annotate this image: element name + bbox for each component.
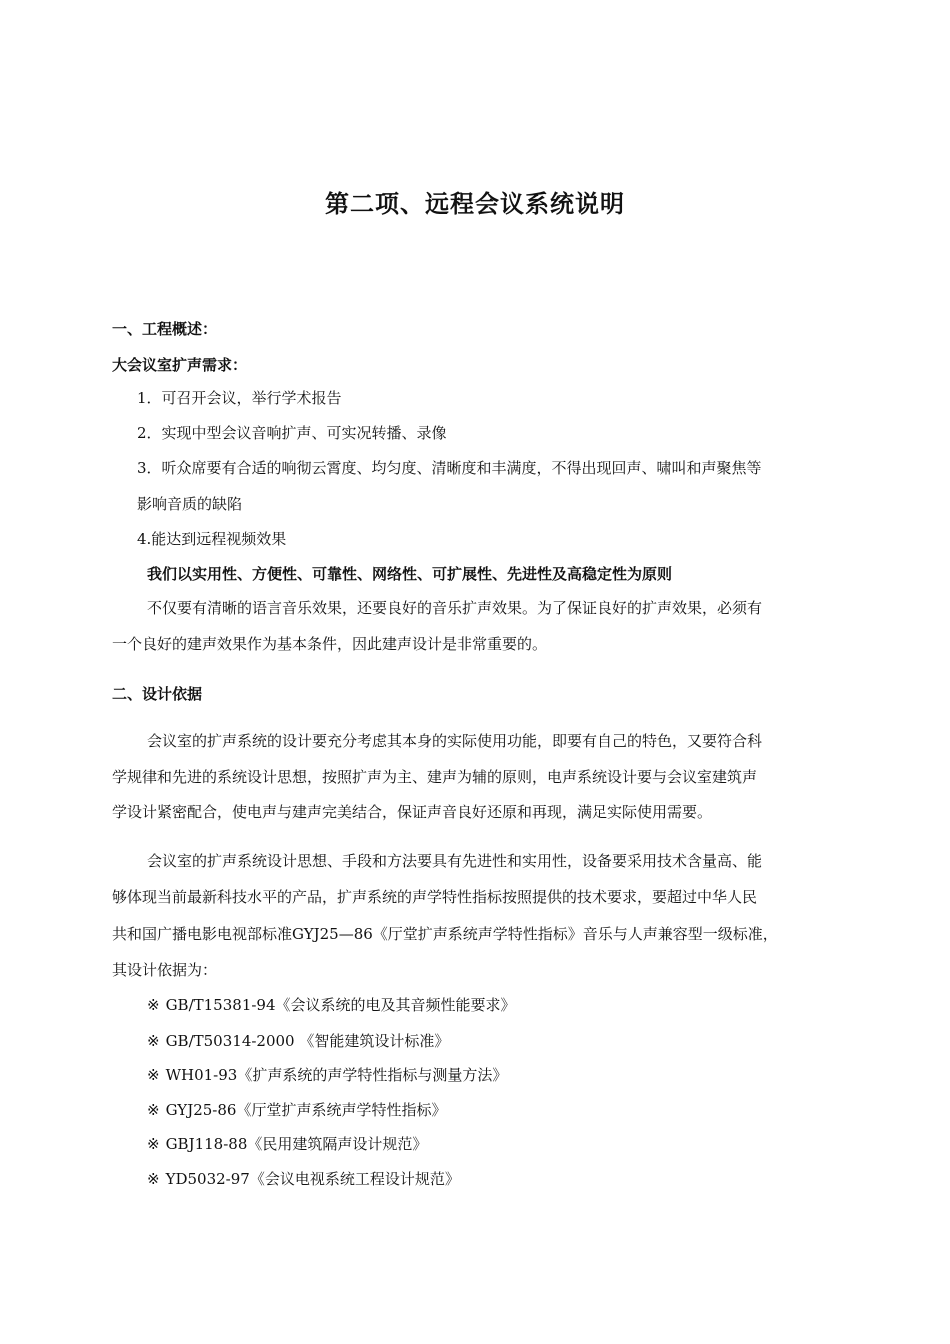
reference-item [147,1100,446,1120]
reference-item [147,1169,460,1189]
reference-text: GB/T50314-2000 《智能建筑设计标准》 [165,1032,450,1050]
section-heading-design-basis: 二、设计依据 [112,685,203,703]
paragraph-standards-line-3: 共和国广播电影电视部标准GYJ25—86《厅堂扩声系统声学特性指标》音乐与人声兼容型一级标准， [112,925,778,943]
reference-item [147,1134,427,1154]
subheading-requirements: 大会议室扩声需求： [112,356,248,374]
requirement-item-3: 3．听众席要有合适的响彻云霄度、均匀度、清晰度和丰满度，不得出现回声、啸叫和声聚焦等 [137,459,762,477]
reference-mark-icon: ※ [147,1170,160,1188]
reference-text: GYJ25-86《厅堂扩声系统声学特性指标》 [165,1101,447,1119]
reference-mark-icon: ※ [147,1066,160,1084]
reference-mark-icon: ※ [147,1032,160,1050]
paragraph-design-line-3: 学设计紧密配合，使电声与建声完美结合，保证声音良好还原和再现，满足实际使用需要。 [112,803,713,821]
requirement-item-1: 1．可召开会议，举行学术报告 [137,389,342,407]
reference-text: YD5032-97《会议电视系统工程设计规范》 [165,1170,460,1188]
requirement-item-4: 4.能达到远程视频效果 [137,530,287,548]
page-title: 第二项、远程会议系统说明 [325,190,625,218]
section-heading-overview: 一、工程概述： [112,320,218,338]
reference-item [147,1065,507,1085]
requirement-item-2: 2．实现中型会议音响扩声、可实况转播、录像 [137,424,447,442]
reference-mark-icon: ※ [147,1101,160,1119]
design-principle: 我们以实用性、方便性、可靠性、网络性、可扩展性、先进性及高稳定性为原则 [147,565,673,583]
paragraph-acoustics-line-1: 不仅要有清晰的语言音乐效果，还要良好的音乐扩声效果。为了保证良好的扩声效果，必须有 [147,599,763,617]
requirement-item-3-continued: 影响音质的缺陷 [137,495,243,513]
paragraph-design-line-1: 会议室的扩声系统的设计要充分考虑其本身的实际使用功能，即要有自己的特色，又要符合科 [147,732,763,750]
paragraph-standards-line-2: 够体现当前最新科技水平的产品，扩声系统的声学特性指标按照提供的技术要求，要超过中华人民 [112,888,758,906]
reference-text: GBJ118-88《民用建筑隔声设计规范》 [165,1135,428,1153]
reference-text: GB/T15381-94《会议系统的电及其音频性能要求》 [165,996,516,1014]
reference-item [147,995,516,1015]
reference-item [147,1031,449,1051]
paragraph-acoustics-line-2: 一个良好的建声效果作为基本条件，因此建声设计是非常重要的。 [112,635,548,653]
reference-mark-icon: ※ [147,1135,160,1153]
reference-text: WH01-93《扩声系统的声学特性指标与测量方法》 [165,1066,508,1084]
paragraph-standards-line-4: 其设计依据为： [112,961,218,979]
paragraph-design-line-2: 学规律和先进的系统设计思想，按照扩声为主、建声为辅的原则，电声系统设计要与会议室建筑声 [112,768,758,786]
reference-mark-icon: ※ [147,996,160,1014]
paragraph-standards-line-1: 会议室的扩声系统设计思想、手段和方法要具有先进性和实用性，设备要采用技术含量高、能 [147,852,763,870]
